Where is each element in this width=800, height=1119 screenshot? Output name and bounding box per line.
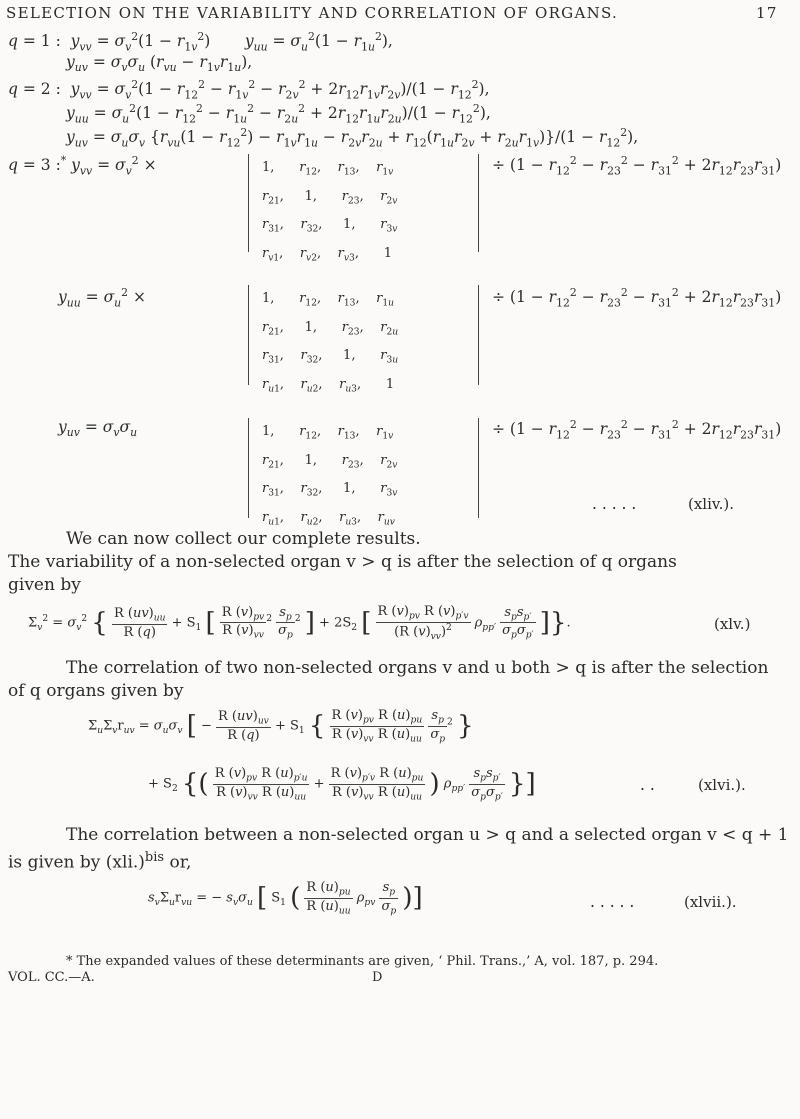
leader-dots: . . (640, 776, 655, 794)
page-number: 17 (756, 4, 778, 22)
paragraph-1-line-3: given by (8, 575, 81, 595)
equation-label-xlvi: (xlvi.). (698, 776, 746, 794)
equation-q3-yvv: q = 3 :* $y_{vv} = \sigma_v^2$ × (8, 154, 157, 178)
equation-q2-line2: $y_{uu} = \sigma_u^2(1 - r_{12}^2 - r_{1u}^2 - r_{2u}^2 + 2r_{12}r_{1u}r_{2u})/(1 - r_{12}^2)$, (66, 102, 491, 126)
divisor-uv: ÷ $(1 - r_{12}^2 - r_{23}^2 - r_{31}^2 + 2r_{12}r_{23}r_{31})$ (492, 418, 782, 442)
determinant-bar-left (248, 418, 249, 518)
divisor-uu: ÷ $(1 - r_{12}^2 - r_{23}^2 - r_{31}^2 + 2r_{12}r_{23}r_{31})$ (492, 286, 782, 310)
equation-label-xlvii: (xlvii.). (684, 893, 737, 911)
determinant-bar-left (248, 285, 249, 385)
equation-q3-yuv: $y_{uv} = \sigma_v\sigma_u$ (58, 418, 138, 440)
paragraph-2-line-1: The correlation of two non-selected organs v and u both > q is after the selection (66, 658, 769, 678)
paragraph-1-line-2: The variability of a non-selected organ v > q is after the selection of q organs (8, 552, 677, 572)
footnote (66, 954, 658, 969)
volume-signature: VOL. CC.—A. (8, 970, 95, 985)
paragraph-3-or: or, (164, 852, 192, 873)
determinant-bar-right (478, 418, 479, 518)
determinant-bar-right (478, 154, 479, 252)
leader-dots: . . . . . (592, 495, 637, 513)
paragraph-2-line-2: of q organs given by (8, 681, 184, 701)
leader-dots: . . . . . (590, 893, 635, 911)
equation-q1-line2: $y_{uv} = \sigma_v\sigma_u$ $(r_{vu} - r_{1v}r_{1u})$, (66, 53, 253, 75)
determinant-vv: 1, $r_{12}$, $r_{13}$, $r_{1v}$ $r_{21}$, 1, $r_{23}$, $r_{2v}$ $r_{31}$, $r_{32}$, 1, $r_{3v}$ $r_{v1}$, $r_{v2}$, $r_{v3}$, 1 (262, 160, 398, 264)
equation-q2-line1: q = 2 : $y_{vv} = \sigma_v^2(1 - r_{12}^2 - r_{1v}^2 - r_{2v}^2 + 2r_{12}r_{1v}r_{2v})/(1 - r_{12}^2)$, (8, 78, 490, 102)
equation-xlvii: $s_v\Sigma_ur_{vu}$ = − $s_v\sigma_u$ [ $S_1$ ( $\frac{R (u)_{pu}}{R (u)_{uu}}$ $\rho_{pv}$ $\frac{s_p}{\sigma_p}$ )] (148, 880, 423, 917)
signature-letter: D (372, 970, 383, 985)
equation-q3-yuu: $y_{uu} = \sigma_u^2$ × (58, 286, 146, 310)
equation-xlvi-line-1: $\Sigma_u\Sigma_vr_{uv} = \sigma_u\sigma_v$ [ − $\frac{R (uv)_{uv}}{R (q)}$ + $S_1$ { $\frac{R (v)_{pv} R (u)_{pu}}{R (v)_{vv} R (u)_{uu}}$ $\frac{s_p}{\sigma_p}$ $^2$ } (88, 708, 474, 745)
equation-xlvi-line-2: + $S_2$ {( $\frac{R (v)_{pv} R (u)_{p'u}}{R (v)_{vv} R (u)_{uu}}$ + $\frac{R (v)_{p'v} R (u)_{pu}}{R (v)_{vv} R (u)_{uu}}$ ) $\rho_{pp'}$ $\frac{s_ps_{p'}}{\sigma_p\sigma_{p'}}$ }] (148, 766, 536, 803)
divisor-vv: ÷ $(1 - r_{12}^2 - r_{23}^2 - r_{31}^2 + 2r_{12}r_{23}r_{31})$ (492, 154, 782, 178)
determinant-uv: 1, $r_{12}$, $r_{13}$, $r_{1v}$ $r_{21}$, 1, $r_{23}$, $r_{2v}$ $r_{31}$, $r_{32}$, 1, $r_{3v}$ $r_{u1}$, $r_{u2}$, $r_{u3}$, $r_{uv}$ (262, 424, 398, 528)
paragraph-3-line-1: The correlation between a non-selected organ u > q and a selected organ v < q + 1 (66, 825, 789, 845)
equation-q1-line1: q = 1 : $y_{vv} = \sigma_v^2(1 - r_{1v}^2)$ $y_{uu} = \sigma_u^2(1 - r_{1u}^2)$, (8, 30, 393, 54)
determinant-uu: 1, $r_{12}$, $r_{13}$, $r_{1u}$ $r_{21}$, 1, $r_{23}$, $r_{2u}$ $r_{31}$, $r_{32}$, 1, $r_{3u}$ $r_{u1}$, $r_{u2}$, $r_{u3}$, 1 (262, 291, 399, 395)
equation-xlv: $\Sigma_v^2 = \sigma_v^2$ { $\frac{R (uv)_{uu}}{R (q)}$ + $S_1$ [ $\frac{R (v)_{pv}}{R (v)_{vv}}$ $^2$ $\frac{s_p}{\sigma_p}$ $^2$ ] + $2S_2$ [ $\frac{R (v)_{pv} R (v)_{p'v}}{(R (v)_{vv})^2}$ $\rho_{pp'}$ $\frac{s_ps_{p'}}{\sigma_p\sigma_{p'}}$ ]}. (28, 604, 571, 642)
paragraph-1-line-1: We can now collect our complete results. (66, 529, 421, 549)
paragraph-3-line-2-text: is given by (xli.) (8, 852, 145, 873)
determinant-bar-right (478, 285, 479, 385)
bis-superscript: bis (144, 850, 165, 865)
equation-q2-line3: $y_{uv} = \sigma_u\sigma_v$ $\{r_{vu}(1 - r_{12}^2) - r_{1v}r_{1u} - r_{2v}r_{2u} + r_{12}(r_{1u}r_{2v} + r_{2u}r_{1v})\}/(1 - r_{12}^2)$, (66, 126, 639, 150)
running-header: SELECTION ON THE VARIABILITY AND CORRELATION OF ORGANS. (6, 4, 619, 22)
footnote-text: The expanded values of these determinants are given, ‘ Phil. Trans.,’ A, vol. 187, p. 294. (72, 954, 659, 969)
equation-label-xlv: (xlv.) (714, 615, 751, 633)
determinant-bar-left (248, 154, 249, 252)
paragraph-3-line-2 (8, 846, 191, 875)
equation-label-xliv: (xliv.). (688, 495, 734, 513)
footnote-star: * (66, 954, 73, 969)
